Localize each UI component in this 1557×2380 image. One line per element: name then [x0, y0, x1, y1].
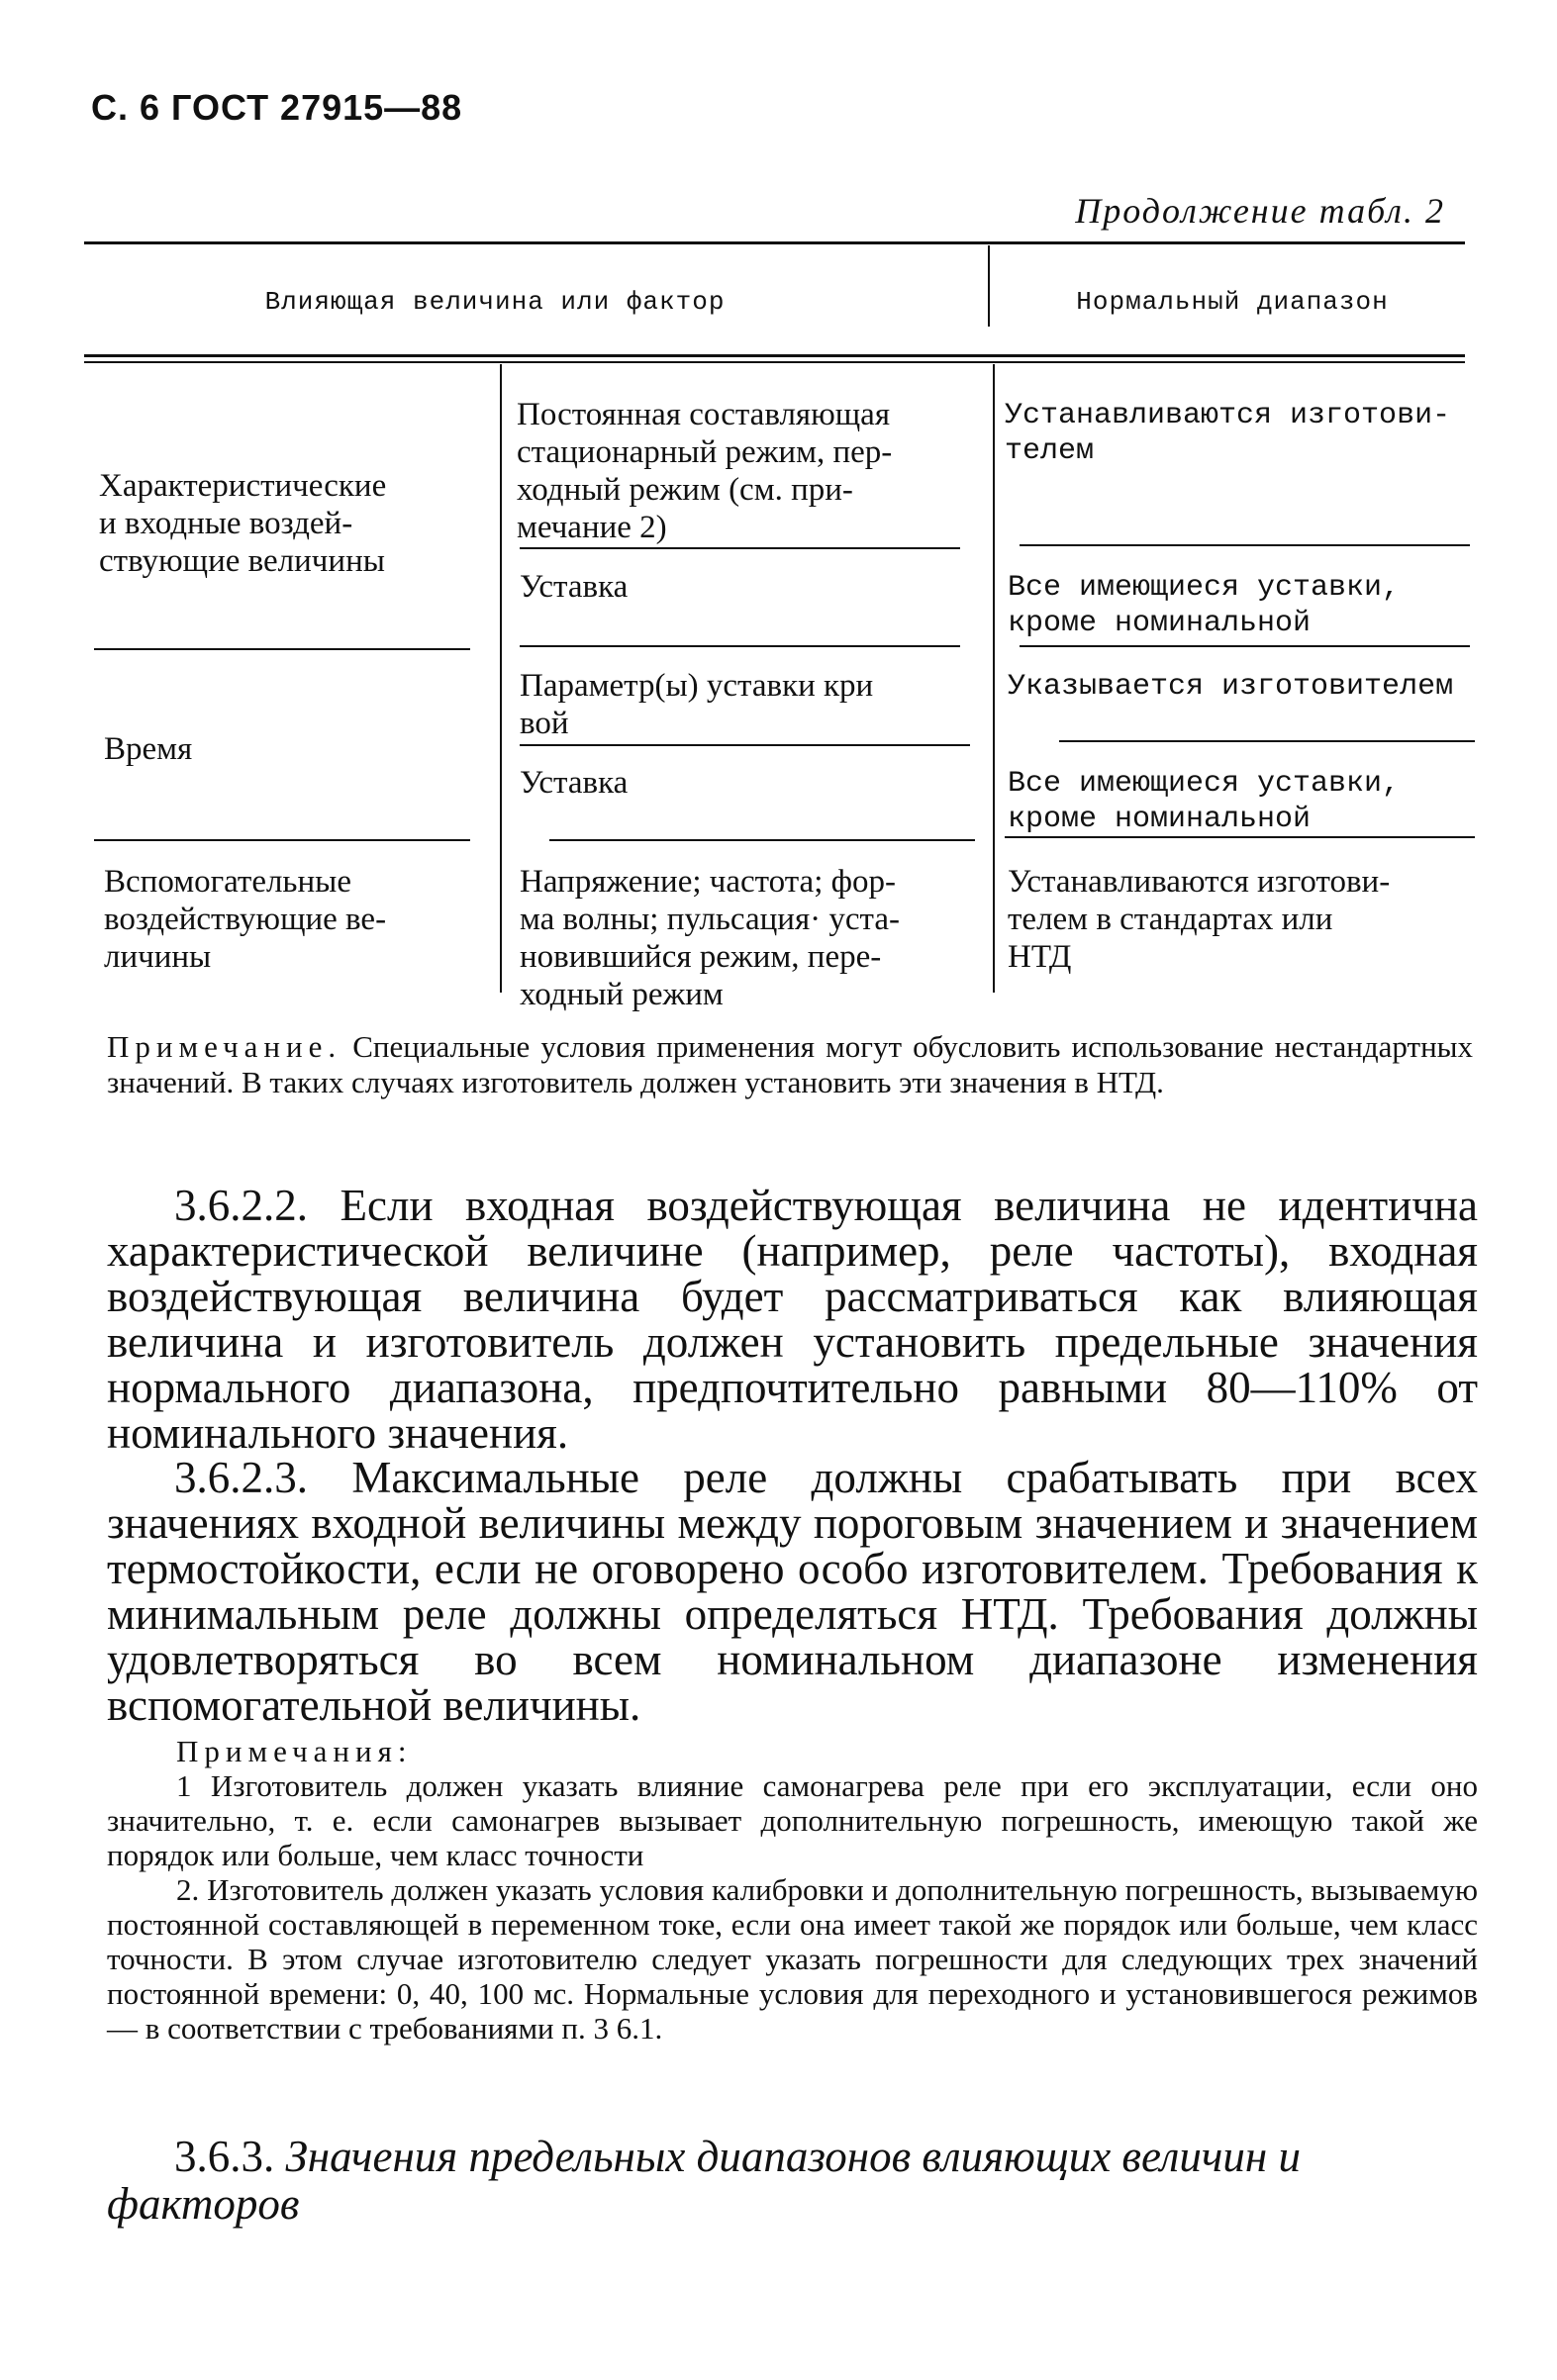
paragraph-text: Если входная воздействующая величина не идентична характеристической величине (например, реле частоты), входная воздействующая величина будет рассматриваться как влияющая величина и изготовитель должен установить предельные значения нормального диапазона, предпочтительно равными 80—110% от номинального значения. — [107, 1181, 1478, 1458]
factor-curve-parameters: Параметр(ы) уставки кри вой — [520, 668, 874, 741]
section-title: Значения предельных диапазонов влияющих величин и факторов — [107, 2132, 1301, 2229]
section-3-6-3 — [107, 2133, 1483, 2228]
table-note-text: Специальные условия применения могут обусловить использование нестандартных значений. В таких случаях изготовитель должен установить эти значения в НТД. — [107, 1029, 1473, 1099]
column-header-factor: Влияющая величина или фактор — [264, 287, 726, 317]
column-header-range: Нормальный диапазон — [1076, 287, 1389, 317]
section-number: 3.6.3. — [174, 2132, 275, 2181]
factor-setting-1: Уставка — [520, 569, 629, 605]
sep-g2r1-col2 — [520, 744, 970, 746]
notes-block — [107, 1734, 1478, 2046]
factor-setting-2: Уставка — [520, 765, 629, 801]
paragraph-text: Максимальные реле должны срабатывать при всех значениях входной величины между пороговым значением и значением термостойкости, если не оговорено особо изготовителем. Требования к минимальным реле должны определяться НТД. Требования должны удовлетворяться во всем номинальном диапазоне изменения вспомогательной величины. — [107, 1453, 1478, 1730]
paragraph-number: 3.6.2.2. — [174, 1181, 308, 1230]
note-item-2: 2. Изготовитель должен указать условия калибровки и дополнительную погрешность, вызываемую постоянной составляющей в переменном токе, если она имеет такой же порядок или больше, чем класс точности. В этом случае изготовителю следует указать погрешности для следующих трех значений постоянной времени: 0, 40, 100 мс. Нормальные условия для переходного и установившегося режимов — в соответствии с требованиями п. 3 6.1. — [107, 1872, 1478, 2046]
sep-g1-col2 — [520, 645, 960, 647]
paragraph-3-6-2-2 — [107, 1183, 1478, 1456]
group-name-auxiliary: Вспомогательные воздействующие ве- личины — [104, 864, 387, 975]
header-bottom-rule — [84, 354, 1465, 357]
sep-group2-col1 — [94, 839, 470, 841]
range-set-in-standards: Устанавливаются изготови- телем в стандартах или НТД — [1008, 864, 1391, 975]
factor-constant-component: Постоянная составляющая стационарный режим, пер- ходный режим (см. при- мечание 2) — [517, 397, 893, 545]
sep-group1-col1 — [94, 648, 470, 650]
sep-g1r1-col2 — [520, 547, 960, 549]
range-all-settings-1: Все имеющиеся уставки, кроме номинальной — [1008, 571, 1401, 640]
note-item-1: 1 Изготовитель должен указать влияние самонагрева реле при его эксплуатации, если оно значительно, т. е. если самонагрев вызывает дополнительную погрешность, имеющую такой же порядок или больше, чем класс точности — [107, 1768, 1478, 1872]
paragraph-number: 3.6.2.3. — [174, 1453, 308, 1502]
group-name-time: Время — [104, 731, 193, 767]
table-note — [107, 1029, 1473, 1100]
paragraph-3-6-2-3 — [107, 1455, 1478, 1728]
factor-voltage-frequency: Напряжение; частота; фор- ма волны; пульсация· уста- новившийся режим, пере- ходный режим — [520, 864, 900, 1012]
range-set-by-manufacturer: Устанавливаются изготови- телем — [1005, 399, 1451, 468]
table-top-rule — [84, 241, 1465, 244]
page-header: С. 6 ГОСТ 27915—88 — [91, 87, 463, 128]
notes-label: Примечания: — [176, 1734, 413, 1768]
range-all-settings-2: Все имеющиеся уставки, кроме номинальной — [1008, 767, 1401, 836]
table-vline-1 — [500, 364, 502, 993]
sep-g2-col2 — [549, 839, 975, 841]
sep-g2r1-col3 — [1059, 740, 1475, 742]
table-note-label: Примечание. — [107, 1029, 342, 1064]
header-column-divider — [988, 245, 990, 327]
range-indicated-by-manufacturer: Указывается изготовителем — [1008, 670, 1454, 704]
sep-g1-col3 — [1020, 645, 1470, 647]
group-name-characteristic: Характеристические и входные воздей- ствующие величины — [99, 468, 387, 579]
table-continuation-label: Продолжение табл. 2 — [1075, 191, 1445, 231]
sep-g1r1-col3 — [1020, 544, 1470, 546]
header-bottom-rule-2 — [84, 361, 1465, 363]
table-vline-2 — [993, 364, 995, 993]
